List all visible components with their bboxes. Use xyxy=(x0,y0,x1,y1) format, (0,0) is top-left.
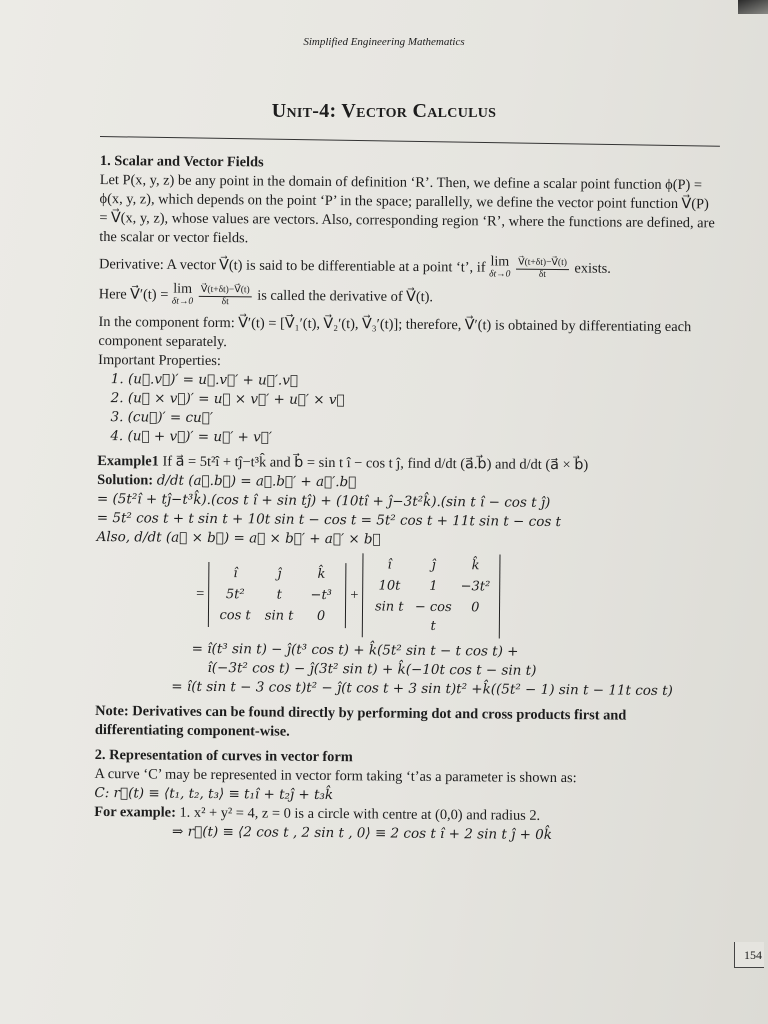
solution-first: d/dt (a⃗.b⃗) = a⃗.b⃗′ + a⃗′.b⃗ xyxy=(156,472,357,491)
property-item: 2. (u⃗ × v⃗)′ = u⃗ × v⃗′ + u⃗′ × v⃗ xyxy=(128,389,718,413)
det-cell: t xyxy=(276,587,282,603)
scan-edge-shadow xyxy=(738,0,768,14)
curve-definition: C: r⃗(t) ≡ ⟨t₁, t₂, t₃⟩ ≡ t₁î + t₂ĵ + t₃k̂ xyxy=(94,784,334,804)
section2-example-result: ⇒ r⃗(t) ≡ ⟨2 cos t , 2 sin t , 0⟩ ≡ 2 cos t î + 2 sin t ĵ + 0k̂ xyxy=(172,823,553,843)
page-number: 154 xyxy=(734,942,764,968)
section1-paragraph: Let P(x, y, z) be any point in the domain of definition ‘R’. Then, we define a scalar point function ϕ(P) = ϕ(x, y, z), which depends on the point ‘P’ in the space; parallelly, we define the vector point function V⃗(P) = V⃗(x, y, z), whose values are vectors. Also, corresponding region ‘R’, where the functions are defined, are the scalar or vector fields. xyxy=(99,171,715,247)
limit-subscript: δt→0 xyxy=(489,269,511,280)
section2-intro: A curve ‘C’ may be represented in vector form taking ‘t’as a parameter is shown as: xyxy=(94,765,577,787)
det-cell: ĵ xyxy=(431,557,436,573)
property-item: 4. (u⃗ + v⃗)′ = u⃗′ + v⃗′ xyxy=(127,427,717,451)
section2-title: 2. Representation of curves in vector form xyxy=(94,746,353,766)
limit-subscript-2: δt→0 xyxy=(171,296,194,307)
difference-quotient xyxy=(516,257,569,280)
det-cell: î xyxy=(233,565,238,581)
property-item: 3. (cu⃗)′ = cu⃗′ xyxy=(128,408,718,432)
quotient-numerator-2: V⃗(t+δt)−V⃗(t) xyxy=(199,284,252,296)
det-cell: −3t² xyxy=(460,579,491,595)
component-form: In the component form: V⃗′(t) = [V⃗₁′(t), V⃗₂′(t), V⃗₃′(t)]; therefore, V⃗′(t) is obtained by differentiating each component separately. xyxy=(98,313,692,351)
det-cell: î xyxy=(387,557,392,573)
also-line: Also, d/dt (a⃗ × b⃗) = a⃗ × b⃗′ + a⃗′ × b⃗ xyxy=(96,528,381,548)
determinant-2 xyxy=(362,553,501,638)
properties-title: Important Properties: xyxy=(98,351,221,370)
example-label: Example1 xyxy=(97,452,159,470)
unit-title: Unit-4: Vector Calculus xyxy=(271,100,497,122)
det-cell: − cos t xyxy=(414,599,452,634)
quotient-denominator: δt xyxy=(538,269,547,280)
property-item: 1. (u⃗.v⃗)′ = u⃗.v⃗′ + u⃗′.v⃗ xyxy=(128,370,718,394)
limit-expression-2 xyxy=(171,281,194,308)
determinant-1 xyxy=(208,561,347,627)
solution-line-1: = (5t²î + tĵ−t³k̂).(cos t î + sin tĵ) + (10tî + ĵ−3t²k̂).(sin t î − cos t ĵ) xyxy=(96,490,551,511)
det-cell: 5t² xyxy=(225,586,245,602)
example-label-2: For example: xyxy=(94,803,176,821)
det-cell: 10t xyxy=(378,578,401,594)
det-cell: sin t xyxy=(264,607,294,624)
note-text: Note: Derivatives can be found directly by performing dot and cross products first and differentiating component-wise. xyxy=(94,702,627,740)
difference-quotient-2 xyxy=(199,284,252,307)
quotient-denominator-2: δt xyxy=(221,296,229,307)
section2-example-text: 1. x² + y² = 4, z = 0 is a circle with centre at (0,0) and radius 2. xyxy=(179,804,541,824)
det-cell: −t³ xyxy=(310,587,332,603)
solution-label: Solution: xyxy=(97,471,154,489)
equals-sign: = xyxy=(196,585,205,602)
solution-line-2: = 5t² cos t + t sin t + 10t sin t − cos t = 5t² cos t + 11t sin t − cos t xyxy=(96,509,562,531)
det-cell: cos t xyxy=(219,607,251,623)
det-cell: 0 xyxy=(316,608,326,624)
quotient-numerator: V⃗(t+δt)−V⃗(t) xyxy=(516,257,569,269)
here-prefix: Here V⃗′(t) = xyxy=(98,286,169,303)
derivative-text: Derivative: A vector V⃗(t) is said to be differentiable at a point ‘t’, if xyxy=(98,256,486,276)
det-cell: sin t xyxy=(374,599,404,615)
expansion-line-1: = î(t³ sin t) − ĵ(t³ cos t) + k̂(5t² sin t − t cos t) + xyxy=(191,640,519,660)
expansion-line-3: = î(t sin t − 3 cos t)t² − ĵ(t cos t + 3 sin t)t² +k̂((5t² − 1) sin t − 11t cos t) xyxy=(171,678,673,700)
det-cell: 1 xyxy=(429,578,438,594)
det-cell: k̂ xyxy=(471,558,480,574)
limit-expression xyxy=(489,256,511,280)
plus-sign: + xyxy=(350,586,359,603)
page-content xyxy=(94,152,720,846)
here-suffix: is called the derivative of V⃗(t). xyxy=(257,287,434,306)
limit-label: lim xyxy=(490,254,510,270)
running-header: Simplified Engineering Mathematics xyxy=(303,36,465,48)
det-cell: 0 xyxy=(471,600,480,616)
section1-title: 1. Scalar and Vector Fields xyxy=(99,152,264,171)
derivative-exists: exists. xyxy=(574,260,611,277)
example-text: If a⃗ = 5t²î + tĵ−t³k̂ and b⃗ = sin t î − cos t ĵ, find d/dt (a⃗.b⃗) and d/dt (a⃗ × b⃗) xyxy=(162,453,589,474)
derivative-definition xyxy=(99,253,719,282)
limit-label-2: lim xyxy=(173,281,193,297)
expansion-line-2: î(−3t² cos t) − ĵ(3t² sin t) + k̂(−10t cos t − sin t) xyxy=(207,659,537,679)
derivative-here-line xyxy=(99,283,719,312)
properties-list xyxy=(97,370,718,451)
det-cell: k̂ xyxy=(317,566,326,582)
det-cell: ĵ xyxy=(277,566,282,582)
determinant-sum xyxy=(96,551,717,640)
title-divider xyxy=(100,136,720,147)
